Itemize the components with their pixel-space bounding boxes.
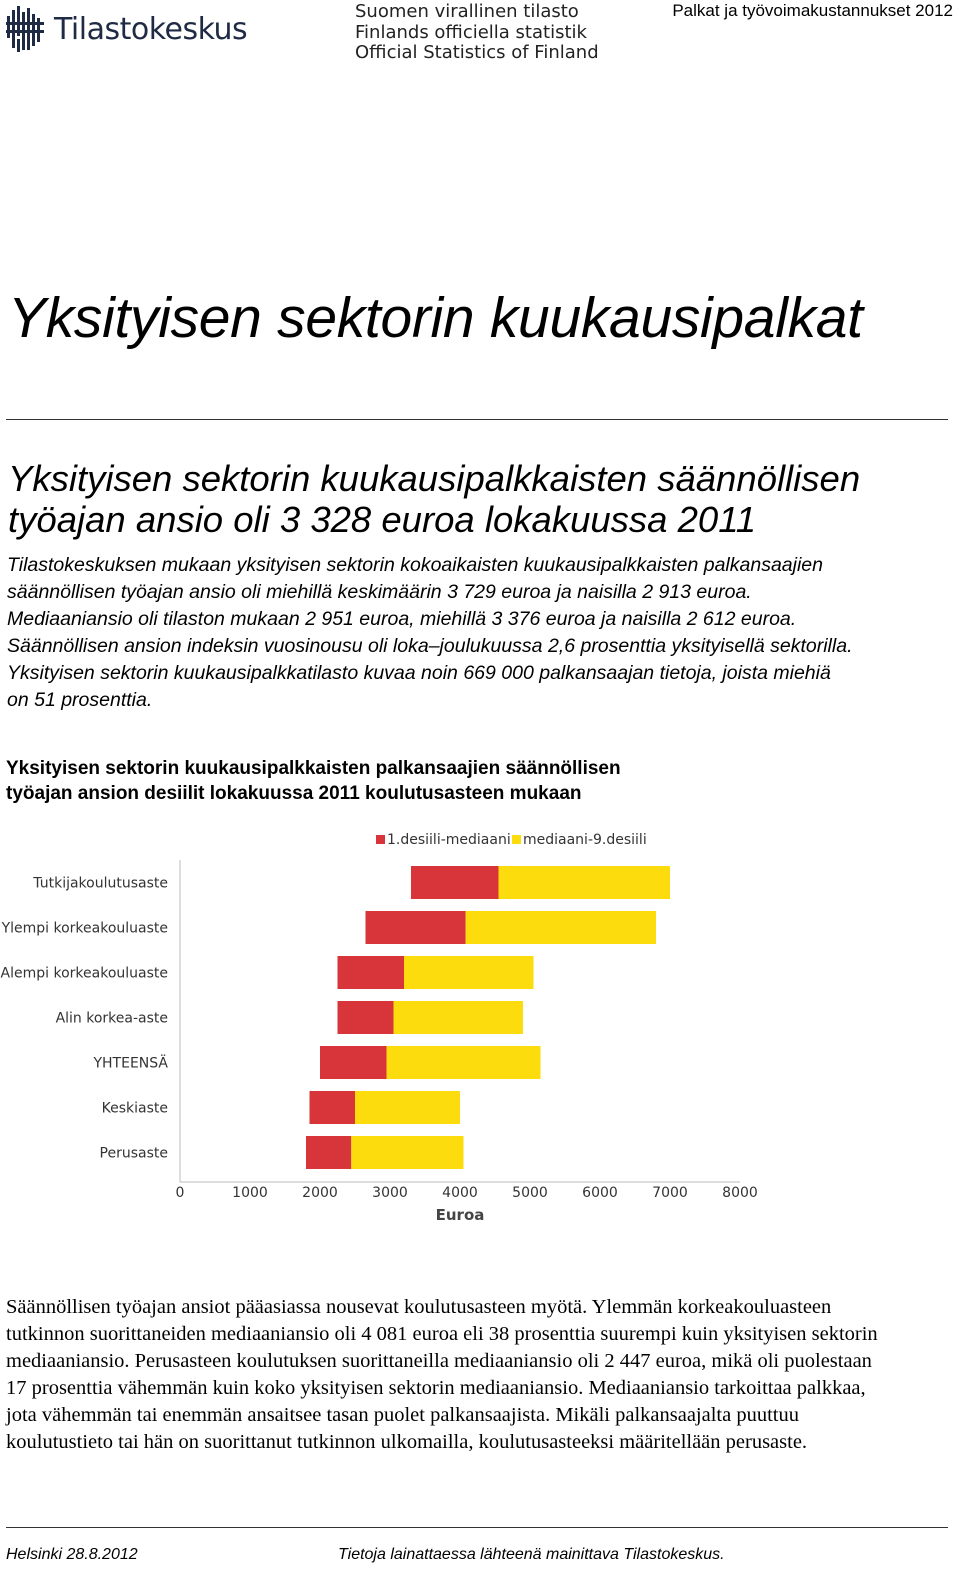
lead-line: Yksityisen sektorin kuukausipalkkatilasto kuvaa noin 669 000 palkansaajan tietoja, joista miehiä (7, 662, 831, 684)
bar-median-decile9 (351, 1136, 463, 1169)
bar-median-decile9 (466, 911, 656, 944)
category-label: YHTEENSÄ (93, 1055, 168, 1072)
category-label: Alempi korkeakouluaste (0, 965, 168, 982)
bar-decile1-median (338, 1001, 394, 1034)
footer-date: Helsinki 28.8.2012 (6, 1546, 138, 1563)
bar-decile1-median (338, 956, 405, 989)
category-label: Alin korkea-aste (55, 1010, 168, 1027)
category-label: Keskiaste (101, 1100, 168, 1117)
bar-decile1-median (366, 911, 466, 944)
decile-bar-chart (0, 820, 960, 1240)
body-line: tutkinnon suorittaneiden mediaaniansio oli 4 081 euroa eli 38 prosenttia suurempi kuin yksityisen sektorin (6, 1323, 878, 1345)
lead-heading (8, 458, 953, 540)
logo-mark-icon (6, 4, 48, 54)
category-label: Ylempi korkeakouluaste (1, 920, 168, 937)
x-tick-label: 2000 (302, 1185, 338, 1201)
bar-median-decile9 (404, 956, 534, 989)
x-tick-label: 1000 (232, 1185, 268, 1201)
legend-label: 1.desiili-mediaani (387, 832, 511, 848)
bar-median-decile9 (387, 1046, 541, 1079)
bar-decile1-median (320, 1046, 387, 1079)
category-label: Perusaste (99, 1145, 168, 1162)
body-line: mediaaniansio. Perusasteen koulutuksen suorittaneilla mediaaniansio oli 2 447 euroa, mikä oli puolestaan (6, 1350, 872, 1372)
chart-title-line: työajan ansion desiilit lokakuussa 2011 koulutusasteen mukaan (6, 783, 582, 804)
lead-line: Säännöllisen ansion indeksin vuosinousu oli loka–joulukuussa 2,6 prosenttia yksityisellä sektorilla. (7, 635, 853, 657)
official-line-en: Official Statistics of Finland (355, 42, 599, 63)
lead-heading-line: Yksityisen sektorin kuukausipalkkaisten säännöllisen (8, 458, 861, 499)
legend-swatch (512, 835, 521, 844)
title-divider (6, 419, 948, 420)
x-tick-label: 0 (175, 1185, 185, 1201)
lead-paragraph (7, 552, 955, 714)
bar-median-decile9 (394, 1001, 524, 1034)
official-line-fi: Suomen virallinen tilasto (355, 1, 579, 22)
bar-decile1-median (310, 1091, 356, 1124)
body-line: jota vähemmän tai enemmän ansaitsee tasan puolet palkansaajista. Mikäli palkansaajalta puuttuu (6, 1404, 799, 1426)
footer-source-note: Tietoja lainattaessa lähteenä mainittava Tilastokeskus. (338, 1546, 725, 1563)
bar-decile1-median (411, 866, 499, 899)
lead-heading-line: työajan ansio oli 3 328 euroa lokakuussa 2011 (8, 499, 757, 540)
lead-line: on 51 prosenttia. (7, 689, 153, 711)
logo-text: Tilastokeskus (54, 11, 248, 47)
chart-title-line: Yksityisen sektorin kuukausipalkkaisten palkansaajien säännöllisen (6, 758, 621, 779)
chart-title (6, 756, 621, 806)
lead-line: Tilastokeskuksen mukaan yksityisen sektorin kokoaikaisten kuukausipalkkaisten palkansaajien (7, 554, 824, 576)
x-tick-label: 4000 (442, 1185, 478, 1201)
x-tick-label: 6000 (582, 1185, 618, 1201)
bar-median-decile9 (355, 1091, 460, 1124)
lead-line: säännöllisen työajan ansio oli miehillä keskimäärin 3 729 euroa ja naisilla 2 913 euroa. (7, 581, 752, 603)
body-paragraph (6, 1294, 956, 1456)
x-tick-label: 3000 (372, 1185, 408, 1201)
category-label: Tutkijakoulutusaste (33, 875, 168, 892)
footer-divider (6, 1527, 948, 1528)
tilastokeskus-logo (6, 4, 247, 54)
legend-swatch (376, 835, 385, 844)
x-axis-title: Euroa (435, 1206, 485, 1224)
lead-line: Mediaaniansio oli tilaston mukaan 2 951 euroa, miehillä 3 376 euroa ja naisilla 2 612 euroa. (7, 608, 797, 630)
page-title: Yksityisen sektorin kuukausipalkat (8, 286, 863, 350)
official-line-sv: Finlands officiella statistik (355, 21, 587, 43)
x-tick-label: 8000 (722, 1185, 758, 1201)
official-statistics-label (355, 2, 599, 64)
legend-label: mediaani-9.desiili (523, 832, 647, 848)
x-tick-label: 7000 (652, 1185, 688, 1201)
x-tick-label: 5000 (512, 1185, 548, 1201)
publication-name: Palkat ja työvoimakustannukset 2012 (672, 1, 953, 20)
bar-decile1-median (306, 1136, 351, 1169)
bar-median-decile9 (499, 866, 671, 899)
body-line: 17 prosenttia vähemmän kuin koko yksityisen sektorin mediaaniansio. Mediaaniansio tarkoittaa palkkaa, (6, 1377, 866, 1399)
body-line: koulutustieto tai hän on suorittanut tutkinnon ulkomailla, koulutusasteeksi määritellään perusaste. (6, 1431, 808, 1453)
body-line: Säännöllisen työajan ansiot pääasiassa nousevat koulutusasteen myötä. Ylemmän korkeakouluasteen (6, 1296, 832, 1318)
